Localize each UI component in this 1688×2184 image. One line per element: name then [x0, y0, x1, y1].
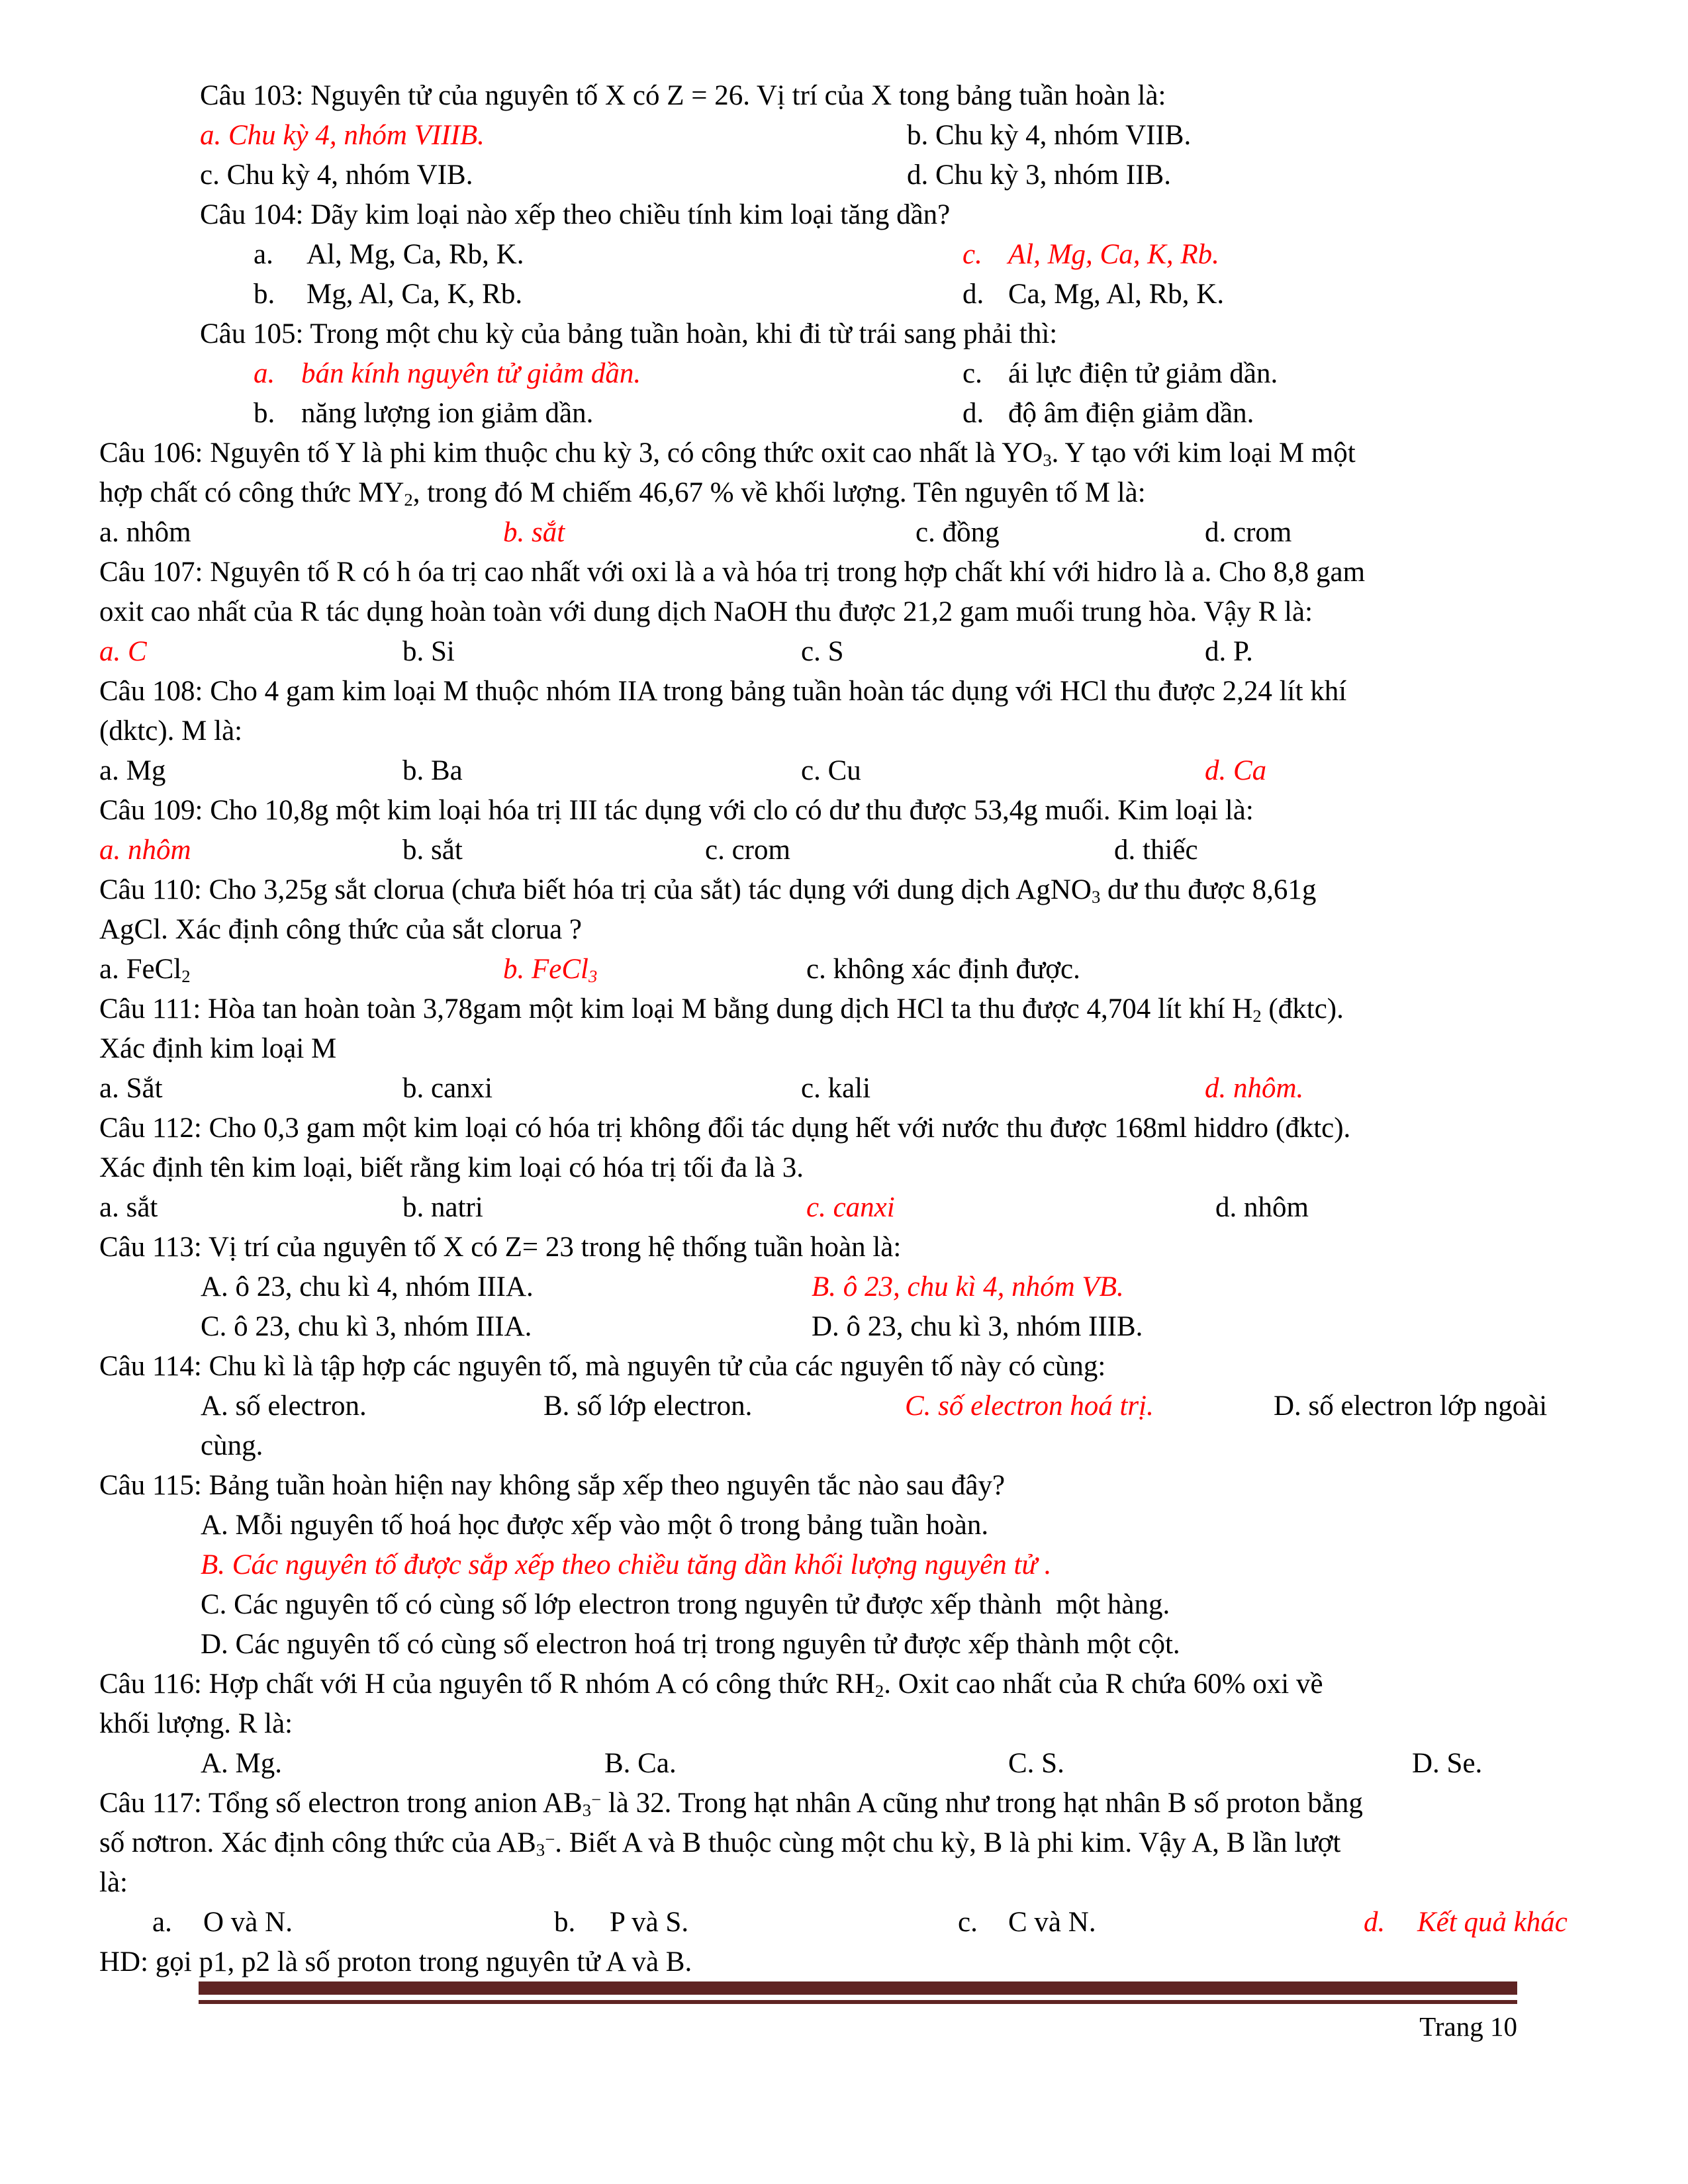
q117-options [0, 1903, 1688, 1943]
q114-option-b: B. số lớp electron. [543, 1390, 753, 1422]
question-117-text: Câu 117: Tổng số electron trong anion AB3− là 32. Trong hạt nhân A cũng như trong hạt nhân B số proton bằng [99, 1788, 1363, 1820]
q112-option-c: c. canxi [806, 1192, 895, 1223]
q110-options [0, 950, 1688, 990]
q116-option-d: D. Se. [1412, 1748, 1483, 1779]
q117-option-c: C và N. [1008, 1907, 1096, 1938]
q105-options-bd [0, 394, 1688, 434]
q114-text [0, 1347, 1688, 1387]
q107-text-2 [0, 593, 1688, 633]
q112-option-d: d. nhôm [1215, 1192, 1309, 1223]
q112-text-1 [0, 1109, 1688, 1149]
q110-text-1 [0, 871, 1688, 911]
q105-option-b: năng lượng ion giảm dần. [301, 398, 594, 429]
q103-option-b: b. Chu kỳ 4, nhóm VIIB. [907, 120, 1192, 151]
q111-option-d: d. nhôm. [1205, 1073, 1304, 1104]
q111-text-1 [0, 990, 1688, 1030]
q104-option-c-marker: c. [962, 239, 982, 270]
q113-options-cd [0, 1308, 1688, 1347]
q114-options [0, 1387, 1688, 1427]
q106-option-a: a. nhôm [99, 517, 191, 548]
q115-text [0, 1467, 1688, 1506]
q104-text [0, 196, 1688, 236]
q115-option-a: A. Mỗi nguyên tố hoá học được xếp vào một ô trong bảng tuần hoàn. [201, 1510, 989, 1541]
question-111-text: Câu 111: Hòa tan hoàn toàn 3,78gam một kim loại M bằng dung dịch HCl ta thu được 4,704 lít khí H2 (đktc). [99, 993, 1344, 1026]
q117-text-1 [0, 1784, 1688, 1824]
q116-options [0, 1745, 1688, 1784]
question-107-text-2: oxit cao nhất của R tác dụng hoàn toàn với dung dịch NaOH thu được 21,2 gam muối trung hòa. Vậy R là: [99, 596, 1313, 627]
q105-option-d: độ âm điện giảm dần. [1008, 398, 1254, 429]
q117-option-d-marker: d. [1364, 1907, 1385, 1938]
q114-option-d: D. số electron lớp ngoài [1274, 1390, 1548, 1422]
q113-option-d: D. ô 23, chu kì 3, nhóm IIIB. [812, 1311, 1143, 1342]
hd-note-text: HD: gọi p1, p2 là số proton trong nguyên tử A và B. [99, 1946, 692, 1978]
q114-option-c: C. số electron hoá trị. [905, 1390, 1154, 1422]
q107-text-1 [0, 553, 1688, 593]
q114-option-a: A. số electron. [201, 1390, 367, 1422]
question-106-text: Câu 106: Nguyên tố Y là phi kim thuộc chu kỳ 3, có công thức oxit cao nhất là YO3. Y tạo với kim loại M một [99, 437, 1356, 470]
q106-options [0, 514, 1688, 553]
q104-options-ac [0, 236, 1688, 275]
q107-option-b: b. Si [402, 636, 455, 667]
q107-option-d: d. P. [1205, 636, 1253, 667]
q114-option-d-cont [0, 1427, 1688, 1467]
q109-option-b: b. sắt [402, 835, 463, 866]
q113-option-c: C. ô 23, chu kì 3, nhóm IIIA. [201, 1311, 532, 1342]
q113-option-b: B. ô 23, chu kì 4, nhóm VB. [812, 1271, 1124, 1302]
q116-text-2 [0, 1705, 1688, 1745]
q117-text-2 [0, 1824, 1688, 1864]
question-103-text: Câu 103: Nguyên tử của nguyên tố X có Z = 26. Vị trí của X tong bảng tuần hoàn là: [200, 80, 1166, 111]
q108-option-b: b. Ba [402, 755, 463, 786]
question-107-text: Câu 107: Nguyên tố R có h óa trị cao nhất với oxi là a và hóa trị trong hợp chất khí với hidro là a. Cho 8,8 gam [99, 557, 1366, 588]
q103-option-c: c. Chu kỳ 4, nhóm VIB. [200, 159, 473, 191]
q108-text-1 [0, 672, 1688, 712]
q116-text-1 [0, 1665, 1688, 1705]
q117-option-b-marker: b. [554, 1907, 576, 1938]
question-114-text: Câu 114: Chu kì là tập hợp các nguyên tố, mà nguyên tử của các nguyên tố này có cùng: [99, 1351, 1106, 1382]
q104-option-c: Al, Mg, Ca, K, Rb. [1008, 239, 1219, 270]
q107-option-a: a. C [99, 636, 147, 667]
q104-options-bd [0, 275, 1688, 315]
q111-options [0, 1069, 1688, 1109]
q105-option-c-marker: c. [962, 358, 982, 389]
q107-options [0, 633, 1688, 672]
question-116-text: Câu 116: Hợp chất với H của nguyên tố R nhóm A có công thức RH2. Oxit cao nhất của R chứa 60% oxi về [99, 1668, 1323, 1701]
q106-text-1 [0, 434, 1688, 474]
page-number: Trang 10 [1419, 2011, 1517, 2042]
q115-option-b: B. Các nguyên tố được sắp xếp theo chiều tăng dần khối lượng nguyên tử . [201, 1549, 1052, 1580]
question-117-text-2: số nơtron. Xác định công thức của AB3−. Biết A và B thuộc cùng một chu kỳ, B là phi kim. Vậy A, B lần lượt [99, 1827, 1341, 1860]
question-104-text: Câu 104: Dãy kim loại nào xếp theo chiều tính kim loại tăng dần? [200, 199, 951, 230]
q105-text [0, 315, 1688, 355]
q111-option-c: c. kali [801, 1073, 871, 1104]
q117-option-a: O và N. [203, 1907, 293, 1938]
question-112-text-2: Xác định tên kim loại, biết rằng kim loại có hóa trị tối đa là 3. [99, 1152, 804, 1183]
q117-option-d: Kết quả khác [1417, 1907, 1568, 1938]
q104-option-a-marker: a. [254, 239, 273, 270]
q112-option-a: a. sắt [99, 1192, 158, 1223]
q117-option-a-marker: a. [152, 1907, 172, 1938]
q103-text [0, 77, 1688, 116]
q116-option-c: C. S. [1008, 1748, 1064, 1779]
q112-option-b: b. natri [402, 1192, 483, 1223]
q110-option-a: a. FeCl2 [99, 954, 191, 986]
q115-option-c [0, 1586, 1688, 1625]
q104-option-b: Mg, Al, Ca, K, Rb. [306, 279, 523, 310]
q103-options-cd [0, 156, 1688, 196]
q106-option-c: c. đồng [915, 517, 1000, 548]
q111-option-b: b. canxi [402, 1073, 493, 1104]
q117-option-b: P và S. [610, 1907, 689, 1938]
q116-option-a: A. Mg. [201, 1748, 283, 1779]
question-115-text: Câu 115: Bảng tuần hoàn hiện nay không sắp xếp theo nguyên tắc nào sau đây? [99, 1470, 1006, 1501]
q114-option-d-2: cùng. [201, 1430, 263, 1461]
q116-option-b: B. Ca. [604, 1748, 677, 1779]
q105-option-d-marker: d. [962, 398, 984, 429]
q112-options [0, 1189, 1688, 1228]
q115-option-b [0, 1546, 1688, 1586]
q111-text-2 [0, 1030, 1688, 1069]
q117-text-3 [0, 1864, 1688, 1903]
q104-option-d-marker: d. [962, 279, 984, 310]
q117-option-c-marker: c. [958, 1907, 978, 1938]
q104-option-d: Ca, Mg, Al, Rb, K. [1008, 279, 1225, 310]
q115-option-a [0, 1506, 1688, 1546]
q115-option-d [0, 1625, 1688, 1665]
q109-option-c: c. crom [705, 835, 790, 866]
question-116-text-2: khối lượng. R là: [99, 1708, 293, 1739]
q113-options-ab [0, 1268, 1688, 1308]
q104-option-b-marker: b. [254, 279, 275, 310]
question-105-text: Câu 105: Trong một chu kỳ của bảng tuần hoàn, khi đi từ trái sang phải thì: [200, 318, 1058, 349]
q113-option-a: A. ô 23, chu kì 4, nhóm IIIA. [201, 1271, 534, 1302]
q109-options [0, 831, 1688, 871]
question-110-text-2: AgCl. Xác định công thức của sắt clorua ? [99, 914, 582, 945]
q108-option-a: a. Mg [99, 755, 166, 786]
q103-option-a: a. Chu kỳ 4, nhóm VIIIB. [200, 120, 485, 151]
q103-option-d: d. Chu kỳ 3, nhóm IIB. [907, 159, 1171, 191]
question-109-text: Câu 109: Cho 10,8g một kim loại hóa trị III tác dụng với clo có dư thu được 53,4g muối. Kim loại là: [99, 795, 1254, 826]
q107-option-c: c. S [801, 636, 844, 667]
q110-option-b: b. FeCl3 [503, 954, 598, 986]
question-106-text-2: hợp chất có công thức MY2, trong đó M chiếm 46,67 % về khối lượng. Tên nguyên tố M là: [99, 477, 1146, 510]
q115-option-d: D. Các nguyên tố có cùng số electron hoá trị trong nguyên tử được xếp thành một cột. [201, 1629, 1180, 1660]
footer-rule-thin [199, 2000, 1517, 2004]
q105-option-b-marker: b. [254, 398, 275, 429]
q104-option-a: Al, Mg, Ca, Rb, K. [306, 239, 524, 270]
question-110-text: Câu 110: Cho 3,25g sắt clorua (chưa biết hóa trị của sắt) tác dụng với dung dịch AgNO3 dư thu được 8,61g [99, 874, 1317, 907]
q105-option-a: bán kính nguyên tử giảm dần. [301, 358, 641, 389]
q112-text-2 [0, 1149, 1688, 1189]
question-117-text-3: là: [99, 1867, 128, 1898]
q105-options-ac [0, 355, 1688, 394]
footer-rule-thick [199, 1981, 1517, 1995]
hd-note [0, 1943, 1688, 1983]
q108-text-2 [0, 712, 1688, 752]
q108-options [0, 752, 1688, 792]
q106-option-d: d. crom [1205, 517, 1292, 548]
q106-option-b: b. sắt [503, 517, 565, 548]
q105-option-c: ái lực điện tử giảm dần. [1008, 358, 1278, 389]
q103-options-ab [0, 116, 1688, 156]
question-108-text: Câu 108: Cho 4 gam kim loại M thuộc nhóm IIA trong bảng tuần hoàn tác dụng với HCl thu được 2,24 lít khí [99, 676, 1347, 707]
q110-text-2 [0, 911, 1688, 950]
q109-option-d: d. thiếc [1114, 835, 1198, 866]
q108-option-d: d. Ca [1205, 755, 1267, 786]
q115-option-c: C. Các nguyên tố có cùng số lớp electron trong nguyên tử được xếp thành một hàng. [201, 1589, 1170, 1620]
q105-option-a-marker: a. [254, 358, 275, 389]
question-112-text: Câu 112: Cho 0,3 gam một kim loại có hóa trị không đổi tác dụng hết với nước thu được 168ml hiddro (đktc). [99, 1113, 1351, 1144]
q106-text-2 [0, 474, 1688, 514]
q109-option-a: a. nhôm [99, 835, 191, 866]
q110-option-c: c. không xác định được. [806, 954, 1080, 985]
q113-text [0, 1228, 1688, 1268]
q109-text [0, 792, 1688, 831]
q108-option-c: c. Cu [801, 755, 861, 786]
question-111-text-2: Xác định kim loại M [99, 1033, 337, 1064]
q111-option-a: a. Sắt [99, 1073, 163, 1104]
question-108-text-2: (dktc). M là: [99, 715, 243, 747]
question-113-text: Câu 113: Vị trí của nguyên tố X có Z= 23 trong hệ thống tuần hoàn là: [99, 1232, 902, 1263]
